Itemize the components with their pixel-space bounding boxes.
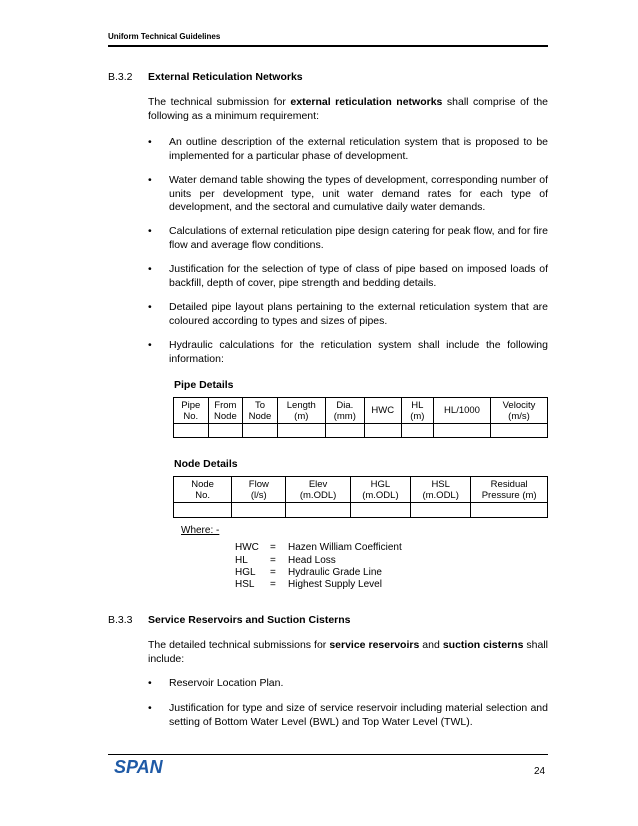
header-line: (m) <box>410 410 425 422</box>
header-rule <box>108 45 548 47</box>
section-title: Service Reservoirs and Suction Cisterns <box>148 614 351 626</box>
header-line: (m/s) <box>508 410 530 422</box>
header-line: From <box>214 399 237 411</box>
abbr-equals: = <box>270 555 276 566</box>
intro-text-end: shall comprise of the following as a minimum requirement: <box>148 96 549 122</box>
where-label: Where: - <box>181 525 220 536</box>
bullet-icon: • <box>148 225 152 237</box>
table-row <box>174 424 548 438</box>
table-cell <box>174 424 209 438</box>
section-number: B.3.2 <box>108 71 133 83</box>
table-cell <box>208 424 243 438</box>
abbr-term: HSL <box>235 579 255 590</box>
intro-paragraph <box>148 96 548 123</box>
header-line: Dia. <box>336 399 354 411</box>
table-cell <box>401 424 433 438</box>
header-line: Node <box>191 478 214 490</box>
header-line: Node <box>214 410 237 422</box>
header-line: Pressure (m) <box>481 489 537 501</box>
table-cell <box>490 424 547 438</box>
header-line: (m) <box>294 410 309 422</box>
table-cell <box>174 503 232 518</box>
abbr-term: HL <box>235 555 248 566</box>
list-item: Water demand table showing the types of development, corresponding number of units per development type, unit water demand rates for each type of development, and the sectoral and cumulative daily water demands. <box>169 174 548 214</box>
abbr-meaning: Hydraulic Grade Line <box>288 567 382 578</box>
section-title: External Reticulation Networks <box>148 71 303 83</box>
pipe-details-title: Pipe Details <box>174 379 234 391</box>
header-cell <box>208 398 243 424</box>
header-line: To <box>254 399 265 411</box>
header-line: HL/1000 <box>444 405 480 416</box>
intro-text-end: shall include: <box>148 639 549 665</box>
table-cell <box>243 424 278 438</box>
bullet-icon: • <box>148 136 152 148</box>
intro-bold-text: service reservoirs <box>329 639 420 651</box>
list-item: Calculations of external reticulation pipe design catering for peak flow, and for fire flow and average flow conditions. <box>169 225 548 251</box>
header-cell <box>411 477 471 503</box>
bullet-icon: • <box>148 263 152 275</box>
abbr-equals: = <box>270 579 276 590</box>
pipe-details-table <box>173 397 548 438</box>
header-line: Flow <box>248 478 269 490</box>
header-line: (mm) <box>333 410 356 422</box>
list-item: Detailed pipe layout plans pertaining to the external reticulation system that are coloured according to types and sizes of pipes. <box>169 301 548 327</box>
span-logo <box>112 756 172 776</box>
table-cell <box>471 503 548 518</box>
node-details-table <box>173 476 548 518</box>
header-line: Pipe <box>181 399 201 411</box>
header-line: HSL <box>431 478 450 490</box>
header-cell <box>174 398 209 424</box>
list-item: Justification for type and size of service reservoir including material selection and setting of Bottom Water Level (BWL) and Top Water Level (TWL). <box>169 702 548 728</box>
intro-paragraph <box>148 639 548 666</box>
abbr-equals: = <box>270 542 276 553</box>
bullet-icon: • <box>148 677 152 689</box>
bullet-icon: • <box>148 702 152 714</box>
table-cell <box>411 503 471 518</box>
header-cell <box>471 477 548 503</box>
footer-rule <box>108 754 548 755</box>
table-cell <box>364 424 401 438</box>
header-line: Residual <box>490 478 528 490</box>
intro-bold-text: suction cisterns <box>442 639 524 651</box>
table-header-row <box>174 477 548 503</box>
intro-text-mid: and <box>419 639 443 651</box>
abbr-term: HWC <box>235 542 259 553</box>
abbr-meaning: Highest Supply Level <box>288 579 382 590</box>
bullet-icon: • <box>148 301 152 313</box>
header-line: HL <box>411 399 424 411</box>
intro-text: The technical submission for <box>148 96 291 108</box>
header-cell <box>350 477 410 503</box>
list-item: Justification for the selection of type of class of pipe based on imposed loads of backfill, depth of cover, pipe strength and bedding details. <box>169 263 548 289</box>
header-cell <box>277 398 325 424</box>
abbr-equals: = <box>270 567 276 578</box>
header-line: Node <box>248 410 272 422</box>
table-cell <box>232 503 286 518</box>
header-line: Velocity <box>502 399 536 411</box>
bullet-icon: • <box>148 174 152 186</box>
header-line: (m.ODL) <box>299 489 337 501</box>
bullet-icon: • <box>148 339 152 351</box>
abbr-meaning: Head Loss <box>288 555 336 566</box>
header-line: HWC <box>371 405 395 416</box>
header-cell <box>232 477 286 503</box>
running-header: Uniform Technical Guidelines <box>108 32 221 41</box>
header-line: No. <box>195 489 211 501</box>
header-cell <box>286 477 350 503</box>
header-cell <box>434 398 491 424</box>
table-cell <box>325 424 364 438</box>
header-line: HGL <box>370 478 391 490</box>
header-cell <box>490 398 547 424</box>
logo-text: SPAN <box>114 757 163 776</box>
header-line: Elev <box>308 478 328 490</box>
header-line: (l/s) <box>250 489 267 501</box>
intro-bold-text: external reticulation networks <box>290 96 443 108</box>
table-cell <box>350 503 410 518</box>
header-line: Length <box>286 399 316 411</box>
header-cell <box>174 477 232 503</box>
header-line: (m.ODL) <box>422 489 459 501</box>
header-cell <box>364 398 401 424</box>
table-header-row <box>174 398 548 424</box>
table-cell <box>434 424 491 438</box>
node-details-title: Node Details <box>174 458 238 470</box>
page-number: 24 <box>534 766 546 777</box>
header-line: No. <box>183 410 199 422</box>
header-cell <box>401 398 433 424</box>
list-item: Hydraulic calculations for the reticulation system shall include the following information: <box>169 339 548 365</box>
list-item: Reservoir Location Plan. <box>169 677 284 689</box>
list-item: An outline description of the external reticulation system that is proposed to be implemented for a particular phase of development. <box>169 136 548 162</box>
header-cell <box>325 398 364 424</box>
abbr-meaning: Hazen William Coefficient <box>288 542 402 553</box>
intro-text: The detailed technical submissions for <box>148 639 330 651</box>
abbr-term: HGL <box>235 567 256 578</box>
table-cell <box>286 503 350 518</box>
table-cell <box>277 424 325 438</box>
header-line: (m.ODL) <box>362 489 399 501</box>
table-row <box>174 503 548 518</box>
header-cell <box>243 398 278 424</box>
section-number: B.3.3 <box>108 614 133 626</box>
